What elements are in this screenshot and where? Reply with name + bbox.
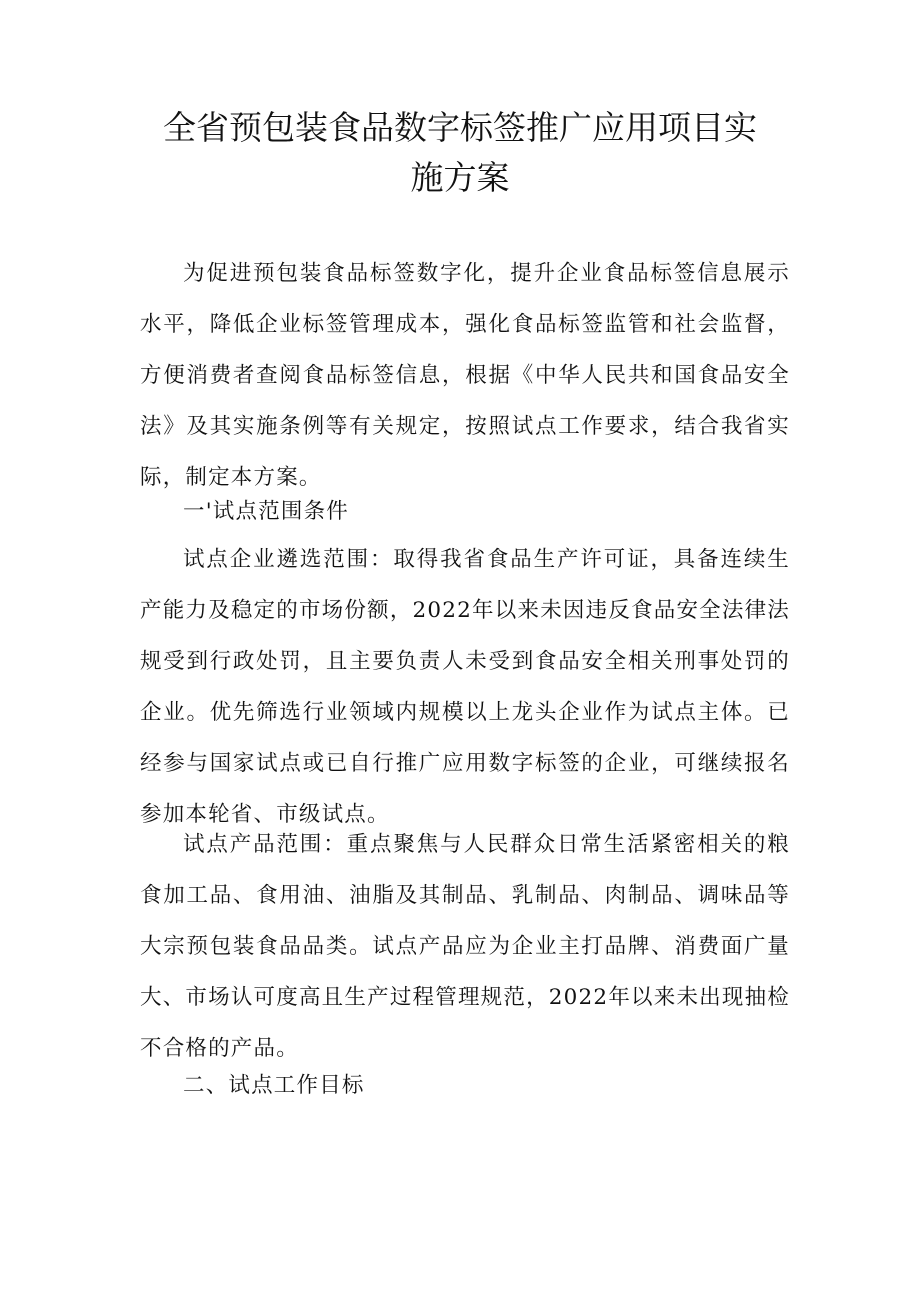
section-heading-scope: 一'试点范围条件 xyxy=(183,499,350,524)
enterprise-scope-paragraph: 试点企业遴选范围：取得我省食品生产许可证，具备连续生产能力及稳定的市场份额，2022年以来未因违反食品安全法律法规受到行政处罚，且主要负责人未受到食品安全相关刑事处罚的企业。优先筛选行业领域内规模以上龙头企业作为试点主体。已经参与国家试点或已自行推广应用数字标签的企业，可继续报名参加本轮省、市级试点。 xyxy=(140,547,790,827)
product-scope-paragraph: 试点产品范围：重点聚焦与人民群众日常生活紧密相关的粮食加工品、食用油、油脂及其制品、乳制品、肉制品、调味品等大宗预包装食品品类。试点产品应为企业主打品牌、消费面广量大、市场认可度高且生产过程管理规范，2022年以来未出现抽检不合格的产品。 xyxy=(140,832,790,1061)
document-title-line-1: 全省预包装食品数字标签推广应用项目实 xyxy=(163,108,757,147)
document-title-line-2: 施方案 xyxy=(410,158,510,197)
intro-paragraph: 为促进预包装食品标签数字化，提升企业食品标签信息展示水平，降低企业标签管理成本，强化食品标签监管和社会监督，方便消费者查阅食品标签信息，根据《中华人民共和国食品安全法》及其实施条例等有关规定，按照试点工作要求，结合我省实际，制定本方案。 xyxy=(140,261,790,490)
section-heading-goals: 二、试点工作目标 xyxy=(183,1073,365,1098)
